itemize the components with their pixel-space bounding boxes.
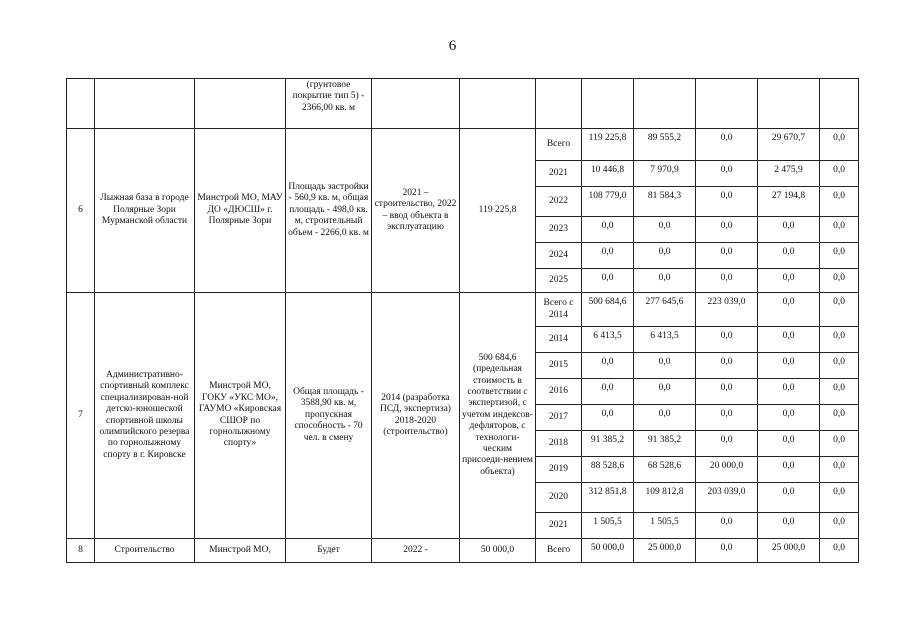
cell-c4: 0,0 [820,129,859,161]
cell-year: Всего [536,539,582,563]
cell-year: 2025 [536,269,582,293]
cell-cost: 119 225,8 [460,129,536,293]
cell-total: 0,0 [582,379,634,405]
cell-year: Всего [536,129,582,161]
investment-table-sheet [66,78,858,563]
cell-period: 2014 (разработка ПСД, экспертиза) 2018-2020 (строительство) [372,293,460,539]
cell-c3: 0,0 [758,243,820,269]
cell-c4: 0,0 [820,353,859,379]
cell-name: Административно-спортивный комплекс специализирован-ной детско-юношеской спортивной школы олимпийского резерва по горнолыжному спорту в г. Кировске [95,293,195,539]
cell-c1 [634,79,696,129]
cell-name: Лыжная база в городе Полярные Зори Мурманской области [95,129,195,293]
cell-total: 0,0 [582,217,634,243]
cell-c2: 0,0 [696,161,758,187]
cell-year [536,79,582,129]
cell-c4: 0,0 [820,513,859,539]
cell-c4: 0,0 [820,243,859,269]
cell-c1: 25 000,0 [634,539,696,563]
cell-c1: 277 645,6 [634,293,696,327]
cell-total: 1 505,5 [582,513,634,539]
cell-c1: 0,0 [634,379,696,405]
table-row [67,293,859,327]
cell-num: 6 [67,129,95,293]
cell-c1: 0,0 [634,217,696,243]
cell-c3: 25 000,0 [758,539,820,563]
cell-cost: 500 684,6 (предельная стоимость в соответствии с экспертизой, с учетом индексов-дефляторов, с технологи-ческим присоеди-нением объекта) [460,293,536,539]
cell-c1: 0,0 [634,243,696,269]
cell-c3: 29 670,7 [758,129,820,161]
cell-c3: 0,0 [758,483,820,513]
cell-c1: 0,0 [634,353,696,379]
cell-period: 2021 – строительство, 2022 – ввод объекта в эксплуатацию [372,129,460,293]
cell-c3: 2 475,9 [758,161,820,187]
cell-year: 2022 [536,187,582,217]
cell-c3: 0,0 [758,293,820,327]
cell-c2: 0,0 [696,539,758,563]
cell-c2: 0,0 [696,327,758,353]
table-row [67,539,859,563]
cell-c2: 0,0 [696,217,758,243]
cell-total: 0,0 [582,243,634,269]
cell-year: 2018 [536,431,582,457]
cell-num: 7 [67,293,95,539]
cell-total: 91 385,2 [582,431,634,457]
cell-c4: 0,0 [820,483,859,513]
cell-total: 0,0 [582,353,634,379]
cell-total: 50 000,0 [582,539,634,563]
cell-name [95,79,195,129]
cell-customer [195,79,286,129]
page-number: 6 [448,38,457,54]
cell-customer: Минстрой МО, ГОКУ «УКС МО», ГАУМО «Кировская СШОР по горнолыжному спорту» [195,293,286,539]
cell-cost [460,79,536,129]
cell-total: 88 528,6 [582,457,634,483]
cell-c1: 109 812,8 [634,483,696,513]
cell-c4: 0,0 [820,405,859,431]
cell-year: 2021 [536,161,582,187]
cell-c2: 0,0 [696,405,758,431]
cell-c3: 0,0 [758,405,820,431]
cell-cost: 50 000,0 [460,539,536,563]
table-row [67,79,859,129]
cell-year: 2023 [536,217,582,243]
cell-c2: 0,0 [696,353,758,379]
cell-c1: 1 505,5 [634,513,696,539]
cell-c4: 0,0 [820,379,859,405]
investment-table [66,78,859,563]
cell-c3: 0,0 [758,353,820,379]
cell-total: 10 446,8 [582,161,634,187]
cell-customer: Минстрой МО, [195,539,286,563]
cell-c3: 0,0 [758,379,820,405]
table-body [67,79,859,563]
cell-c3: 27 194,8 [758,187,820,217]
cell-c1: 68 528,6 [634,457,696,483]
cell-total: 6 413,5 [582,327,634,353]
cell-year: 2016 [536,379,582,405]
cell-c2: 0,0 [696,269,758,293]
cell-total: 0,0 [582,405,634,431]
cell-c4: 0,0 [820,327,859,353]
cell-period: 2022 - [372,539,460,563]
cell-c4 [820,79,859,129]
cell-total: 312 851,8 [582,483,634,513]
cell-year: 2015 [536,353,582,379]
cell-customer: Минстрой МО, МАУ ДО «ДЮСШ» г. Полярные Зори [195,129,286,293]
cell-year: 2019 [536,457,582,483]
cell-c1: 7 970,9 [634,161,696,187]
cell-total: 0,0 [582,269,634,293]
cell-c2: 0,0 [696,513,758,539]
cell-c4: 0,0 [820,293,859,327]
cell-year: 2024 [536,243,582,269]
cell-c2: 0,0 [696,243,758,269]
cell-c4: 0,0 [820,217,859,243]
cell-period [372,79,460,129]
cell-capacity: (грунтовое покрытие тип 5) - 2366,00 кв. м [286,79,372,129]
cell-c3: 0,0 [758,327,820,353]
cell-capacity: Площадь застройки - 560,9 кв. м, общая площадь - 498,0 кв. м, строительный объем - 2266,0 кв. м [286,129,372,293]
cell-c1: 0,0 [634,269,696,293]
cell-c2: 203 039,0 [696,483,758,513]
cell-c4: 0,0 [820,539,859,563]
cell-c2: 223 039,0 [696,293,758,327]
cell-c1: 6 413,5 [634,327,696,353]
cell-c4: 0,0 [820,161,859,187]
cell-num [67,79,95,129]
cell-c1: 91 385,2 [634,431,696,457]
cell-c3 [758,79,820,129]
cell-c3: 0,0 [758,269,820,293]
cell-year: 2017 [536,405,582,431]
cell-c1: 89 555,2 [634,129,696,161]
cell-year: Всего с 2014 [536,293,582,327]
cell-c2: 0,0 [696,379,758,405]
table-row [67,129,859,161]
cell-c2 [696,79,758,129]
cell-capacity: Общая площадь - 3588,90 кв. м, пропускная способность - 70 чел. в смену [286,293,372,539]
cell-name: Строительство [95,539,195,563]
cell-c4: 0,0 [820,269,859,293]
cell-c1: 81 584,3 [634,187,696,217]
cell-total: 108 779,0 [582,187,634,217]
cell-total: 500 684,6 [582,293,634,327]
cell-c1: 0,0 [634,405,696,431]
cell-c3: 0,0 [758,457,820,483]
cell-c4: 0,0 [820,431,859,457]
cell-c3: 0,0 [758,431,820,457]
cell-c3: 0,0 [758,513,820,539]
cell-c4: 0,0 [820,187,859,217]
cell-total: 119 225,8 [582,129,634,161]
cell-total [582,79,634,129]
cell-year: 2021 [536,513,582,539]
cell-c3: 0,0 [758,217,820,243]
cell-c2: 0,0 [696,129,758,161]
cell-num: 8 [67,539,95,563]
cell-c2: 0,0 [696,431,758,457]
cell-c4: 0,0 [820,457,859,483]
cell-c2: 0,0 [696,187,758,217]
cell-year: 2014 [536,327,582,353]
cell-c2: 20 000,0 [696,457,758,483]
cell-year: 2020 [536,483,582,513]
cell-capacity: Будет [286,539,372,563]
